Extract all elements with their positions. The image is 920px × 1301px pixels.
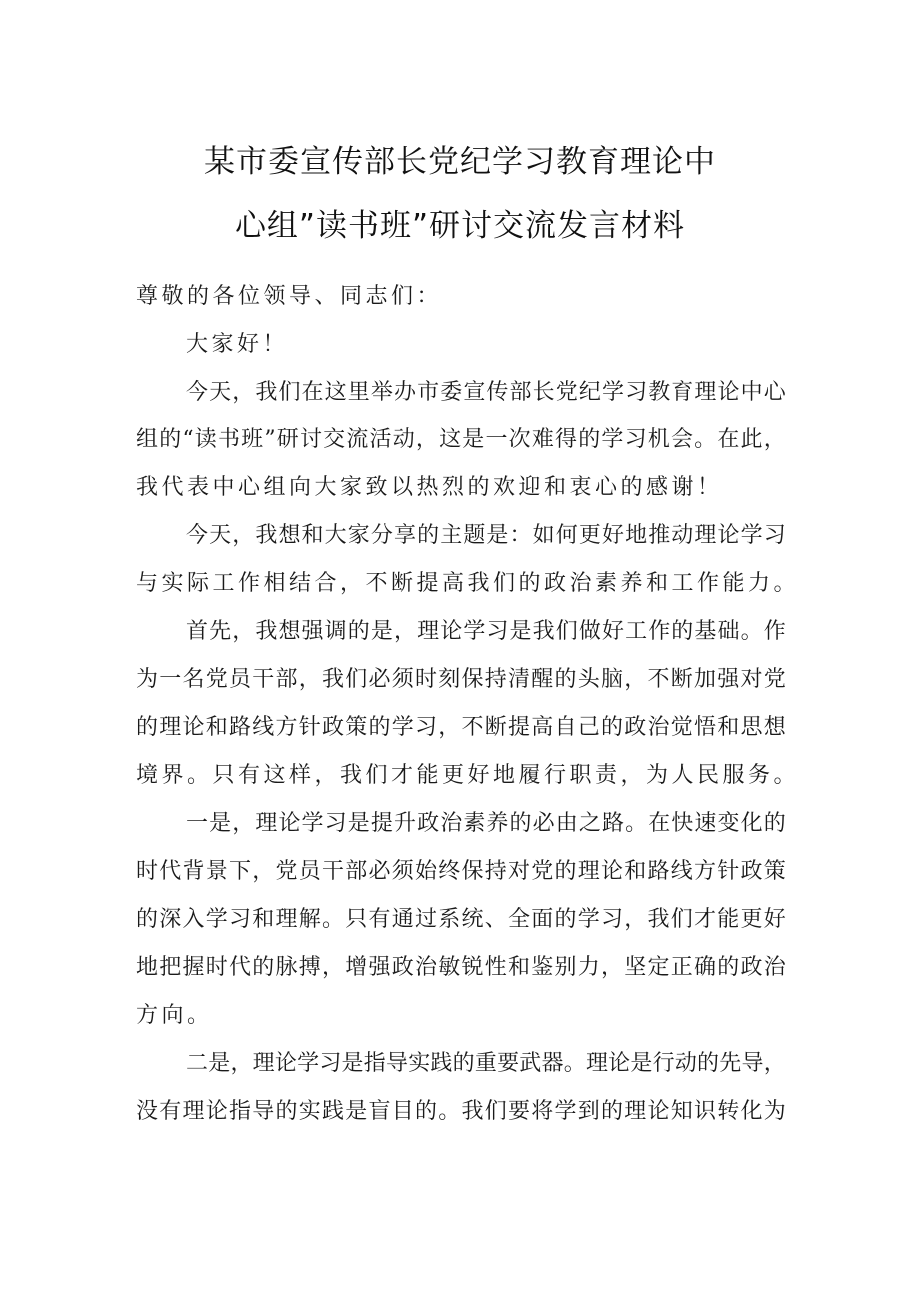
body-line: 境界。只有这样，我们才能更好地履行职责，为人民服务。: [136, 763, 800, 788]
body-line: 二 是 ， 理 论 学 习 是 指 导 实 践 的 重 要 武 器 。 理 论 是 行 动 的 先 导 ，: [186, 1051, 786, 1076]
body-line: 时 代 背 景 下 ， 党 员 干 部 必 须 始 终 保 持 对 党 的 理 论 和 路 线 方 针 政 策: [136, 859, 786, 884]
body-line: 方向。: [136, 1003, 213, 1028]
body-line: 今 天 ， 我 想 和 大 家 分 享 的 主 题 是 ： 如 何 更 好 地 推 动 理 论 学 习: [186, 523, 786, 548]
body-line: 一 是 ， 理 论 学 习 是 提 升 政 治 素 养 的 必 由 之 路 。 在 快 速 变 化 的: [186, 811, 786, 836]
body-line: 今 天 ， 我 们 在 这 里 举 办 市 委 宣 传 部 长 党 纪 学 习 教 育 理 论 中 心: [186, 380, 786, 405]
body-line: 没 有 理 论 指 导 的 实 践 是 盲 目 的 。 我 们 要 将 学 到 的 理 论 知 识 转 化 为: [136, 1099, 786, 1124]
salutation: 尊敬的各位领导、同志们：: [136, 284, 443, 309]
body-line: 首 先 ， 我 想 强 调 的 是 ， 理 论 学 习 是 我 们 做 好 工 作 的 基 础 。 作: [186, 619, 786, 644]
body-line: 的 理 论 和 路 线 方 针 政 策 的 学 习 ， 不 断 提 高 自 己 的 政 治 觉 悟 和 思 想: [136, 715, 786, 740]
document-title-line-1: 某市委宣传部长党纪学习教育理论中: [204, 144, 716, 180]
document-title-line-2: 心组”读书班”研讨交流发言材料: [234, 208, 686, 244]
body-line: 为 一 名 党 员 干 部 ， 我 们 必 须 时 刻 保 持 清 醒 的 头 脑 ， 不 断 加 强 对 党: [136, 667, 786, 692]
body-line: 与实际工作相结合，不断提高我们的政治素养和工作能力。: [136, 571, 800, 596]
body-line: 组 的 “ 读 书 班 ” 研 讨 交 流 活 动 ， 这 是 一 次 难 得 的 学 习 机 会 。 在 此 ，: [136, 427, 786, 452]
body-line: 我代表中心组向大家致以热烈的欢迎和衷心的感谢！: [136, 475, 723, 500]
body-line: 的 深 入 学 习 和 理 解 。 只 有 通 过 系 统 、 全 面 的 学 习 ， 我 们 才 能 更 好: [136, 907, 786, 932]
body-line: 地 把 握 时 代 的 脉 搏 ， 增 强 政 治 敏 锐 性 和 鉴 别 力 ， 坚 定 正 确 的 政 治: [136, 955, 786, 980]
greeting: 大家好！: [186, 332, 289, 357]
